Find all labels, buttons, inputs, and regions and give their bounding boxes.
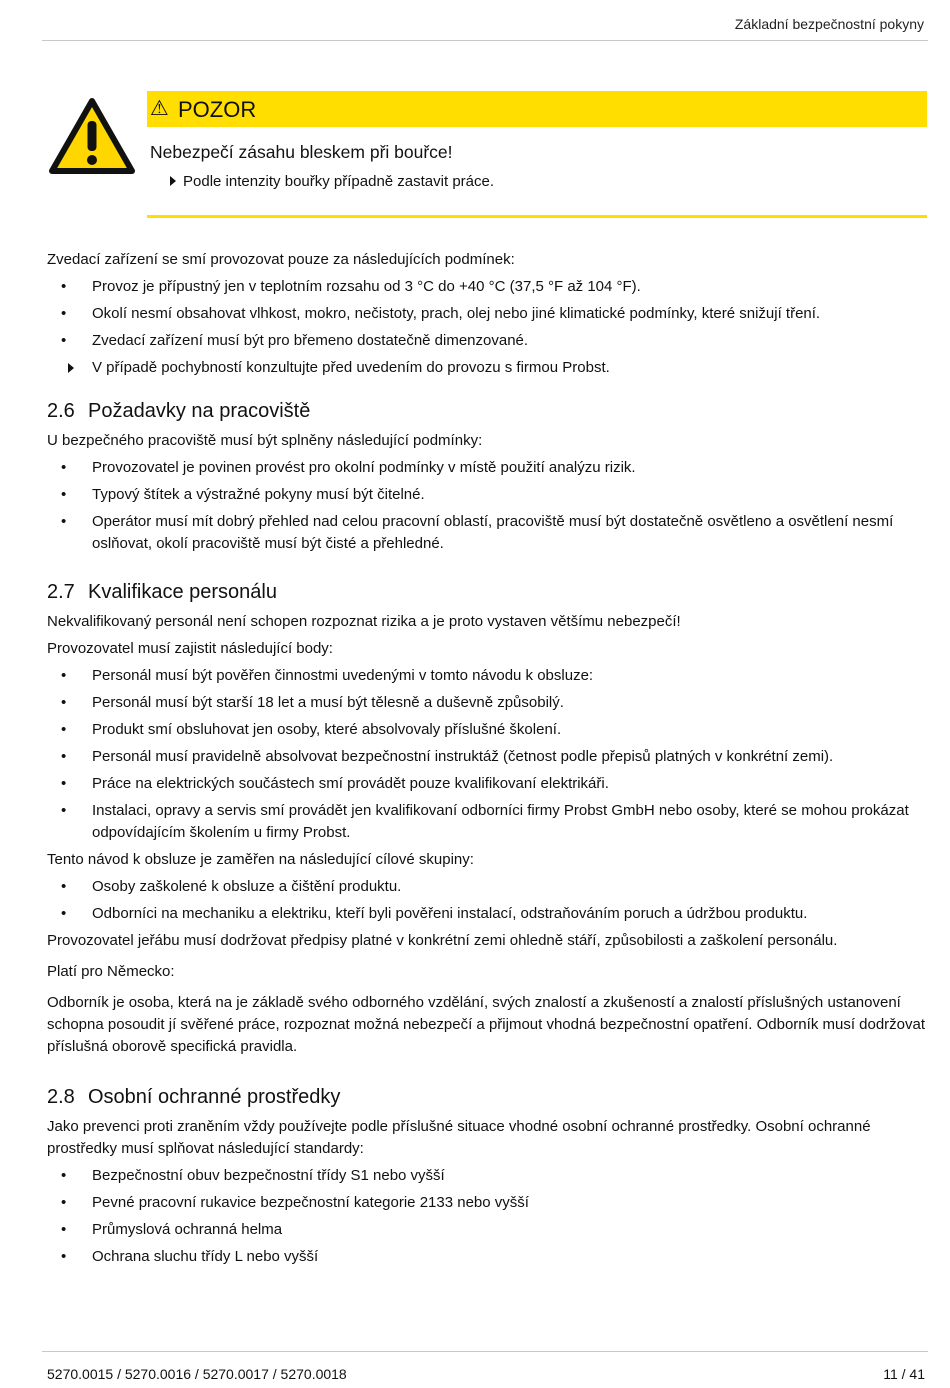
section-2-7-p5: Platí pro Německo: (47, 963, 175, 980)
list-item: • Okolí nesmí obsahovat vlhkost, mokro, nečistoty, prach, olej nebo jiné klimatické podmínky, které snižují tření. (47, 303, 927, 325)
list-item: • Provozovatel je povinen provést pro okolní podmínky v místě použití analýzu rizik. (47, 457, 927, 479)
section-title: Kvalifikace personálu (88, 581, 277, 603)
list-item: • Personál musí být starší 18 let a musí být tělesně a duševně způsobilý. (47, 692, 927, 714)
signal-word: POZOR (178, 97, 257, 122)
list-item: • Bezpečnostní obuv bezpečnostní třídy S1 nebo vyšší (47, 1165, 927, 1187)
list-item: • Operátor musí mít dobrý přehled nad celou pracovní oblastí, pracoviště musí být dostatečně osvětleno a osvětlení nesmí oslňovat, okolí pracoviště musí být čisté a přehledné. (47, 511, 927, 555)
arrow-right-icon (68, 363, 74, 373)
warning-message: Nebezpečí zásahu bleskem při bouřce! (150, 142, 453, 162)
list-item: • Provoz je přípustný jen v teplotním rozsahu od 3 °C do +40 °C (37,5 °F až 104 °F). (47, 276, 927, 298)
intro-list (47, 276, 927, 352)
list-item: • Typový štítek a výstražné pokyny musí být čitelné. (47, 484, 927, 506)
page-header (42, 0, 928, 41)
list-item: • Ochrana sluchu třídy L nebo vyšší (47, 1246, 927, 1268)
section-number: 2.8 (47, 1086, 75, 1108)
intro-text: Zvedací zařízení se smí provozovat pouze za následujících podmínek: (47, 251, 515, 268)
page-number: 11 / 41 (883, 1366, 925, 1382)
main-content (47, 249, 927, 1273)
intro-action (47, 357, 927, 379)
warning-small-icon: ⚠ (150, 97, 169, 120)
list-item: • Pevné pracovní rukavice bezpečnostní kategorie 2133 nebo vyšší (47, 1192, 927, 1214)
list-item: • Instalaci, opravy a servis smí provádět jen kvalifikovaní odborníci firmy Probst GmbH nebo osoby, které se mohou prokázat odpovídajícím školením u firmy Probst. (47, 800, 927, 844)
list-item: • Průmyslová ochranná helma (47, 1219, 927, 1241)
list-item: • Produkt smí obsluhovat jen osoby, které absolvovaly příslušné školení. (47, 719, 927, 741)
warning-bottom-rule (147, 215, 927, 218)
section-heading-2-8 (47, 1084, 927, 1110)
section-2-7-p6: Odborník je osoba, která na je základě svého odborného vzdělání, svých znalostí a zkušeností a znalostí příslušných ustanovení schopna posoudit jí svěřené práce, rozpoznat možná nebezpečí a přijmout vhodná bezpečnostní opatření. Odborník musí dodržovat příslušná oborově specifická pravidla. (47, 994, 926, 1055)
section-2-7-p1: Nekvalifikovaný personál není schopen rozpoznat rizika a je proto vystaven většímu nebezpečí! (47, 613, 681, 630)
section-2-7-p3: Tento návod k obsluze je zaměřen na následující cílové skupiny: (47, 851, 474, 868)
document-numbers: 5270.0015 / 5270.0016 / 5270.0017 / 5270.0018 (47, 1366, 347, 1382)
warning-triangle-icon (48, 97, 136, 177)
section-2-8-list (47, 1165, 927, 1268)
page-footer (42, 1351, 928, 1388)
section-2-6-list (47, 457, 927, 555)
warning-action-text: Podle intenzity bouřky případně zastavit práce. (183, 173, 495, 190)
section-number: 2.6 (47, 400, 75, 422)
section-title: Požadavky na pracoviště (88, 400, 311, 422)
list-item: • Osoby zaškolené k obsluze a čištění produktu. (47, 876, 927, 898)
list-item: • Zvedací zařízení musí být pro břemeno dostatečně dimenzované. (47, 330, 927, 352)
section-2-7-p2: Provozovatel musí zajistit následující body: (47, 640, 333, 657)
header-title: Základní bezpečnostní pokyny (734, 16, 924, 32)
section-2-7-list2 (47, 876, 927, 925)
section-2-7-p4: Provozovatel jeřábu musí dodržovat předpisy platné v konkrétní zemi ohledně stáří, způsobilosti a zaškolení personálu. (47, 932, 838, 949)
section-title: Osobní ochranné prostředky (88, 1086, 341, 1108)
intro-action-text: V případě pochybností konzultujte před uvedením do provozu s firmou Probst. (92, 359, 610, 376)
warning-signal-bar (147, 91, 927, 127)
list-item: • Odborníci na mechaniku a elektriku, kteří byli pověřeni instalací, odstraňováním poruch a údržbou produktu. (47, 903, 927, 925)
section-heading-2-7 (47, 579, 927, 605)
section-2-8-intro: Jako prevenci proti zraněním vždy používejte podle příslušné situace vhodné osobní ochranné prostředky. Osobní ochranné prostředky musí splňovat následující standardy: (47, 1118, 871, 1157)
warning-action (170, 173, 494, 190)
list-item: • Personál musí být pověřen činnostmi uvedenými v tomto návodu k obsluze: (47, 665, 927, 687)
arrow-right-icon (170, 176, 176, 186)
section-heading-2-6 (47, 398, 927, 424)
list-item: • Personál musí pravidelně absolvovat bezpečnostní instruktáž (četnost podle přepisů platných v konkrétní zemi). (47, 746, 927, 768)
section-2-7-list (47, 665, 927, 844)
section-2-6-intro: U bezpečného pracoviště musí být splněny následující podmínky: (47, 432, 483, 449)
section-number: 2.7 (47, 581, 75, 603)
list-item: • Práce na elektrických součástech smí provádět pouze kvalifikovaní elektrikáři. (47, 773, 927, 795)
